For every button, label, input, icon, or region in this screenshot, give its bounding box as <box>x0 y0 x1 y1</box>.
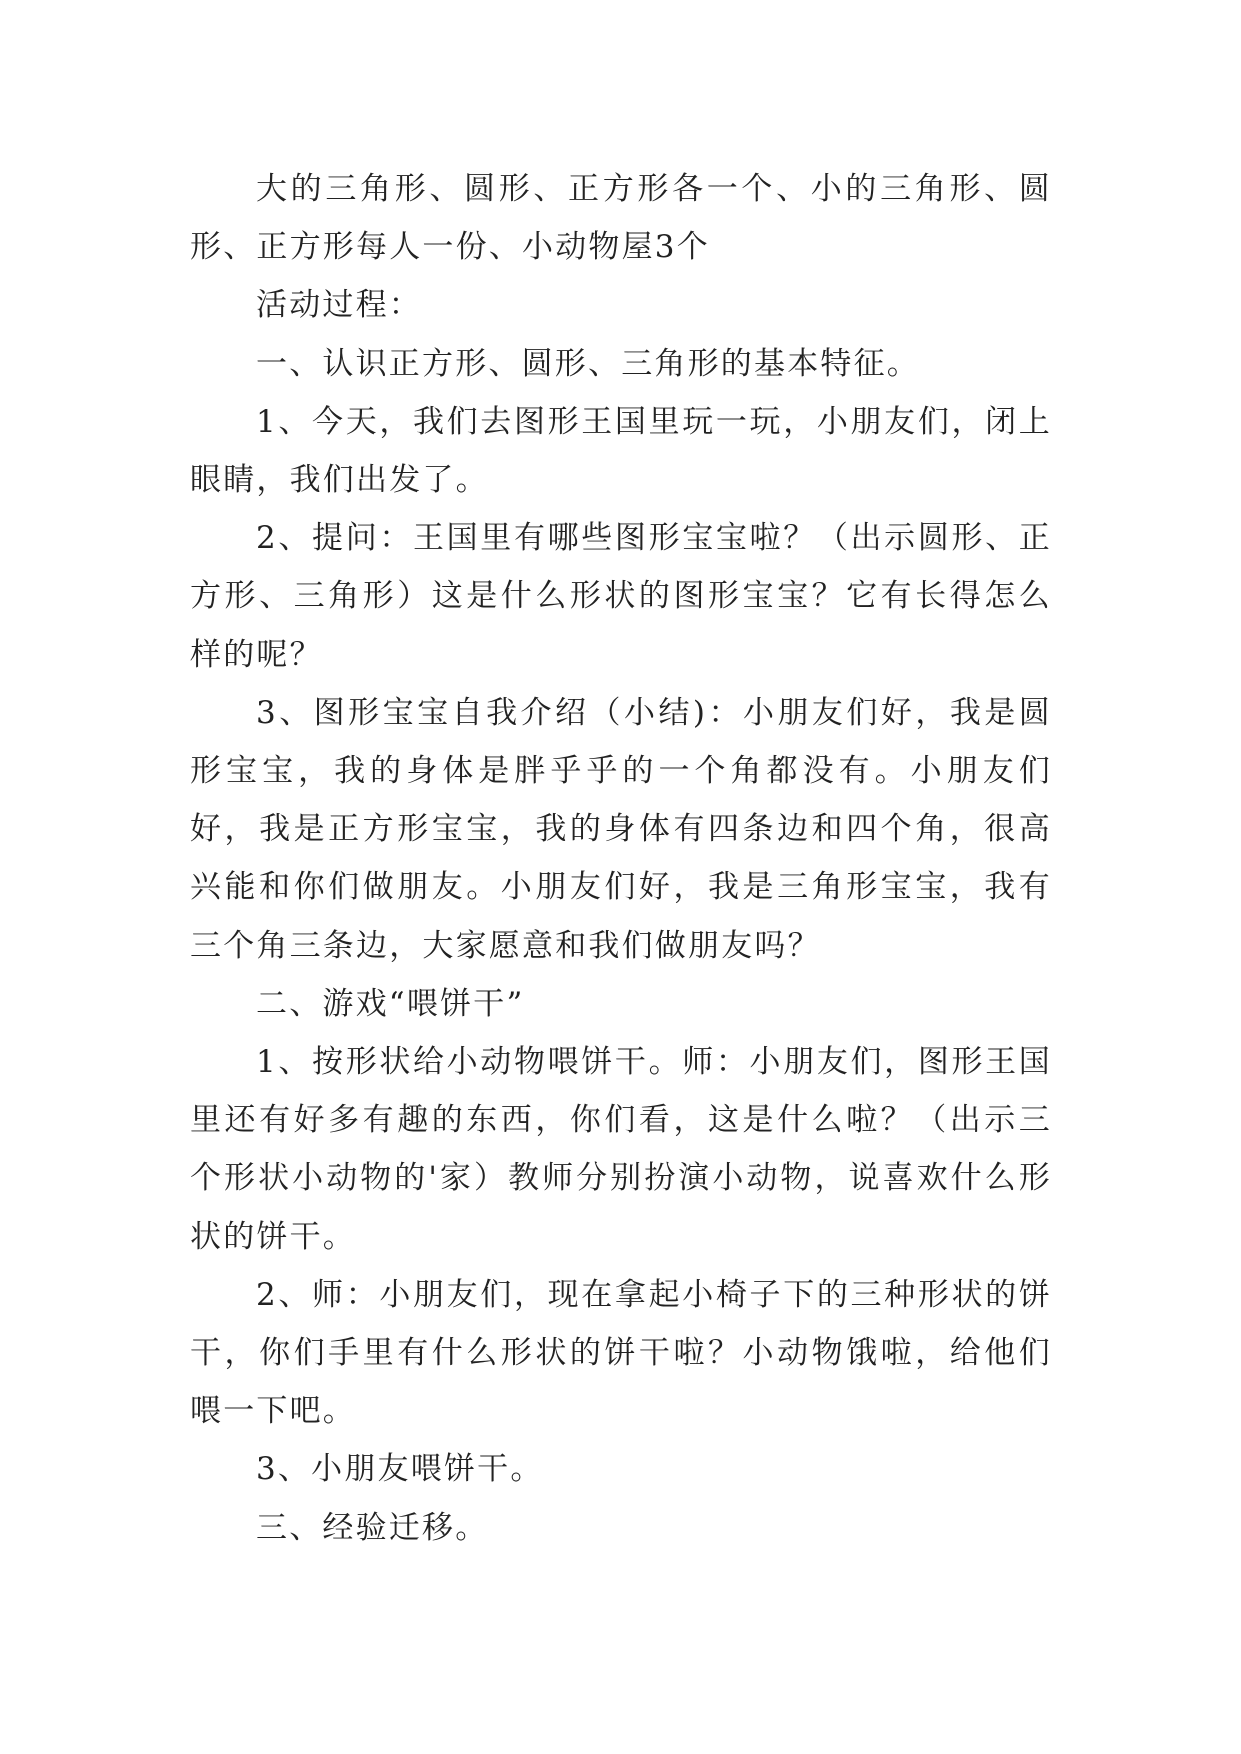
paragraph-game-step-1: 1、按形状给小动物喂饼干。师：小朋友们，图形王国里还有好多有趣的东西，你们看，这是什么啦？（出示三个形状小动物的'家）教师分别扮演小动物，说喜欢什么形状的饼干。 <box>190 1044 1052 1255</box>
paragraph-materials: 大的三角形、圆形、正方形各一个、小的三角形、圆形、正方形每人一份、小动物屋3个 <box>190 171 1052 266</box>
paragraph-step-2: 2、提问：王国里有哪些图形宝宝啦？（出示圆形、正方形、三角形）这是什么形状的图形宝宝？它有长得怎么样的呢？ <box>190 520 1052 673</box>
paragraph-section-three-heading: 三、经验迁移。 <box>256 1509 489 1546</box>
paragraph-step-1: 1、今天，我们去图形王国里玩一玩，小朋友们，闭上眼睛，我们出发了。 <box>190 403 1052 499</box>
paragraph-game-step-3: 3、小朋友喂饼干。 <box>256 1451 544 1488</box>
paragraph-section-one-heading: 一、认识正方形、圆形、三角形的基本特征。 <box>256 345 920 382</box>
paragraph-section-two-heading: 二、游戏“喂饼干” <box>256 985 525 1022</box>
paragraph-process-heading: 活动过程： <box>256 287 422 324</box>
document-body <box>190 160 1052 1557</box>
paragraph-game-step-2: 2、师：小朋友们，现在拿起小椅子下的三种形状的饼干，你们手里有什么形状的饼干啦？小动物饿啦，给他们喂一下吧。 <box>190 1276 1052 1430</box>
paragraph-step-3: 3、图形宝宝自我介绍（小结)：小朋友们好，我是圆形宝宝，我的身体是胖乎乎的一个角都没有。小朋友们好，我是正方形宝宝，我的身体有四条边和四个角，很高兴能和你们做朋友。小朋友们好，我是三角形宝宝，我有三个角三条边，大家愿意和我们做朋友吗？ <box>190 694 1052 964</box>
